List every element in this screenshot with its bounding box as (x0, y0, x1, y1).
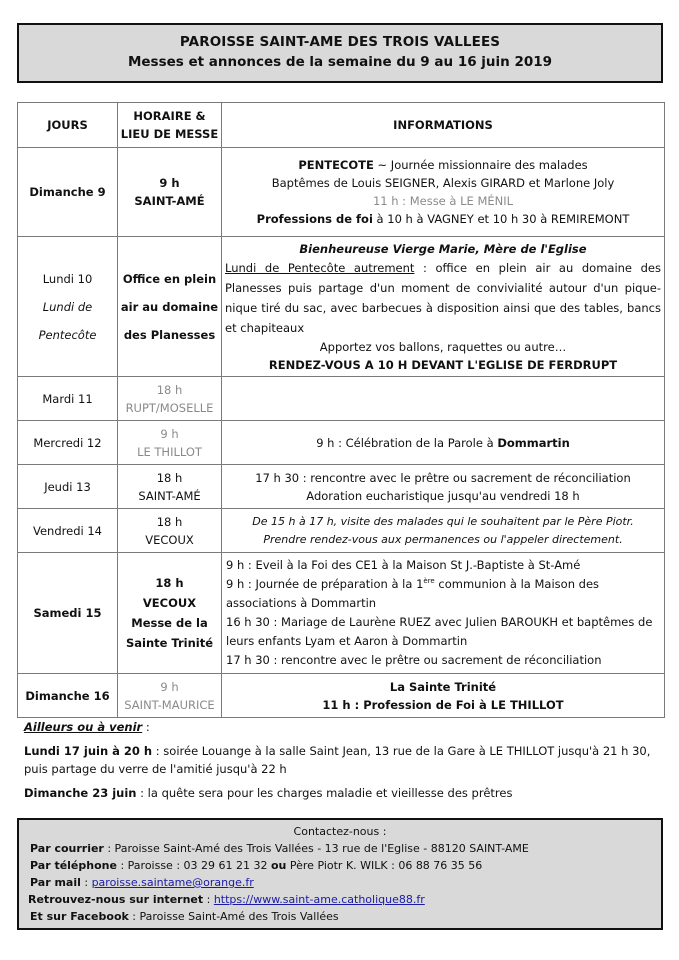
day-cell: Mercredi 12 (18, 421, 118, 465)
info-text: Apportez vos ballons, raquettes ou autre… (319, 339, 567, 354)
info-text: 11 h : Profession de Foi à LE THILLOT (322, 697, 564, 712)
info-bold: PENTECOTE (298, 158, 374, 172)
mass-place: SAINT-MAURICE (124, 697, 215, 712)
info-cell (222, 553, 665, 674)
info-text: 11 h : Messe à LE MÉNIL (372, 194, 514, 208)
contact-label: Par courrier (30, 842, 104, 855)
header-horaire (118, 103, 222, 148)
table-row (18, 421, 665, 465)
time-place-cell (118, 237, 222, 377)
info-underlined: Lundi de Pentecôte autrement (225, 260, 415, 275)
contact-label: Par téléphone (30, 859, 117, 872)
mass-time: 18 h (156, 514, 183, 529)
mass-sub: Messe de la (131, 616, 208, 630)
email-link[interactable]: paroisse.saintame@orange.fr (91, 876, 254, 889)
info-text: 16 h 30 : Mariage de Laurène RUEZ avec Julien BAROUKH et baptêmes de leurs enfants Lyam et Aaron à Dommartin (226, 615, 653, 648)
day-cell: Dimanche 16 (18, 674, 118, 718)
info-text: : office en plein air au domaine des Planesses puis partage d'un moment de convivialité autour d'un pique-nique tiré du sac, avec barbecues à disposition ainsi que des tables, bancs et chapiteaux (225, 260, 661, 335)
day-cell: Samedi 15 (18, 553, 118, 674)
time-place-cell (118, 421, 222, 465)
info-cell (222, 377, 665, 421)
time-place-cell (118, 509, 222, 553)
info-text: Prendre rendez-vous aux permanences ou l'appeler directement. (263, 532, 623, 546)
contact-value: : Paroisse : 03 29 61 21 32 (116, 859, 271, 872)
info-bold: Professions de foi (256, 212, 373, 226)
table-row (18, 237, 665, 377)
announcement-date: Lundi 17 juin à 20 h (24, 744, 153, 758)
day-cell: Dimanche 9 (18, 148, 118, 237)
info-text: 9 h : Eveil à la Foi des CE1 à la Maison St J.-Baptiste à St-Amé (226, 558, 581, 572)
info-cell (222, 509, 665, 553)
info-sup: ère (423, 577, 435, 586)
time-place-cell (118, 148, 222, 237)
table-row (18, 674, 665, 718)
announcement-text: : soirée Louange à la salle Saint Jean, 13 rue de la Gare à LE THILLOT jusqu'à 21 h 30, puis partage du verre de l'amitié jusqu'à 22 h (24, 744, 651, 776)
info-cell (222, 421, 665, 465)
time-place-cell (118, 465, 222, 509)
contact-web-line (19, 891, 661, 908)
header-jours: JOURS (18, 103, 118, 148)
table-row (18, 509, 665, 553)
elsewhere-section (24, 718, 664, 802)
table-row (18, 148, 665, 237)
day-cell: Vendredi 14 (18, 509, 118, 553)
mass-time: 18 h (155, 576, 184, 590)
time-place-cell (118, 674, 222, 718)
day-cell: Jeudi 13 (18, 465, 118, 509)
day-cell (18, 237, 118, 377)
header-horaire-line2: LIEU DE MESSE (120, 127, 219, 141)
contact-box (17, 818, 663, 930)
info-cell (222, 674, 665, 718)
info-text: Baptêmes de Louis SEIGNER, Alexis GIRARD et Marlone Joly (271, 176, 615, 190)
mass-place: Office en plein (122, 271, 217, 286)
info-cell (222, 148, 665, 237)
info-title: Bienheureuse Vierge Marie, Mère de l'Eglise (299, 241, 587, 256)
table-row (18, 465, 665, 509)
day-cell: Mardi 11 (18, 377, 118, 421)
announcement-date: Dimanche 23 juin (24, 786, 137, 800)
contact-value: : Paroisse Saint-Amé des Trois Vallées - 13 rue de l'Eglise - 88120 SAINT-AME (103, 842, 529, 855)
mass-time: 18 h (156, 382, 183, 397)
contact-value: Père Piotr K. WILK : 06 88 76 35 56 (286, 859, 483, 872)
mass-place: RUPT/MOSELLE (125, 400, 214, 415)
mass-place: SAINT-AMÉ (134, 194, 205, 208)
contact-value: : Paroisse Saint-Amé des Trois Vallées (128, 910, 339, 923)
day-label: Lundi 10 (42, 271, 93, 286)
info-text: communion à la Maison des associations à Dommartin (226, 577, 600, 610)
announcement-text: : la quête sera pour les charges maladie et vieillesse des prêtres (136, 786, 513, 800)
mass-sub: Sainte Trinité (125, 636, 214, 650)
time-place-cell (118, 377, 222, 421)
mass-time: 9 h (160, 426, 179, 441)
contact-title: Contactez-nous : (293, 825, 387, 838)
info-text: De 15 h à 17 h, visite des malades qui le souhaitent par le Père Piotr. (252, 514, 634, 528)
contact-label: Et sur Facebook (30, 910, 129, 923)
info-text: ~ Journée missionnaire des malades (373, 158, 588, 172)
contact-facebook-line (19, 908, 661, 925)
contact-mail-line (19, 840, 661, 857)
info-text: 17 h 30 : rencontre avec le prêtre ou sacrement de réconciliation (255, 470, 631, 485)
table-row (18, 377, 665, 421)
mass-place: VECOUX (145, 532, 194, 547)
elsewhere-title: Ailleurs ou à venir (24, 720, 143, 734)
info-cell (222, 237, 665, 377)
mass-time: 9 h (159, 176, 180, 190)
info-text: 9 h : Journée de préparation à la 1 (226, 577, 424, 591)
header-informations: INFORMATIONS (222, 103, 665, 148)
time-place-cell (118, 553, 222, 674)
contact-phone-line (19, 857, 661, 874)
contact-label: Retrouvez-nous sur internet (28, 893, 204, 906)
mass-time: 9 h (160, 679, 179, 694)
schedule-table (17, 102, 665, 718)
mass-place: air au domaine (120, 299, 219, 314)
page-title: PAROISSE SAINT-AME DES TROIS VALLEES (179, 34, 501, 50)
info-text: 9 h : Célébration de la Parole à (316, 435, 498, 450)
contact-sep: : (80, 876, 92, 889)
mass-place: des Planesses (123, 327, 216, 342)
website-link[interactable]: https://www.saint-ame.catholique88.fr (213, 893, 425, 906)
mass-place: SAINT-AMÉ (138, 488, 201, 503)
elsewhere-title-suffix: : (142, 720, 150, 734)
info-text: Adoration eucharistique jusqu'au vendredi 18 h (306, 488, 580, 503)
day-sub: Lundi de (42, 299, 93, 314)
page-subtitle: Messes et annonces de la semaine du 9 au 16 juin 2019 (127, 54, 553, 70)
mass-place: VECOUX (142, 596, 197, 610)
contact-or: ou (271, 859, 287, 872)
table-row (18, 553, 665, 674)
info-meet: RENDEZ-VOUS A 10 H DEVANT L'EGLISE DE FERDRUPT (268, 357, 618, 372)
info-text: La Sainte Trinité (389, 679, 497, 694)
info-text: 17 h 30 : rencontre avec le prêtre ou sacrement de réconciliation (226, 653, 602, 667)
info-cell (222, 465, 665, 509)
header-box (17, 23, 663, 83)
mass-place: LE THILLOT (137, 444, 202, 459)
mass-time: 18 h (156, 470, 183, 485)
info-text: à 10 h à VAGNEY et 10 h 30 à REMIREMONT (372, 212, 630, 226)
contact-sep: : (203, 893, 214, 906)
header-horaire-line1: HORAIRE & (133, 109, 206, 123)
contact-email-line (19, 874, 661, 891)
table-header-row (18, 103, 665, 148)
contact-label: Par mail (30, 876, 81, 889)
info-bold: Dommartin (497, 435, 570, 450)
day-sub: Pentecôte (38, 327, 97, 342)
